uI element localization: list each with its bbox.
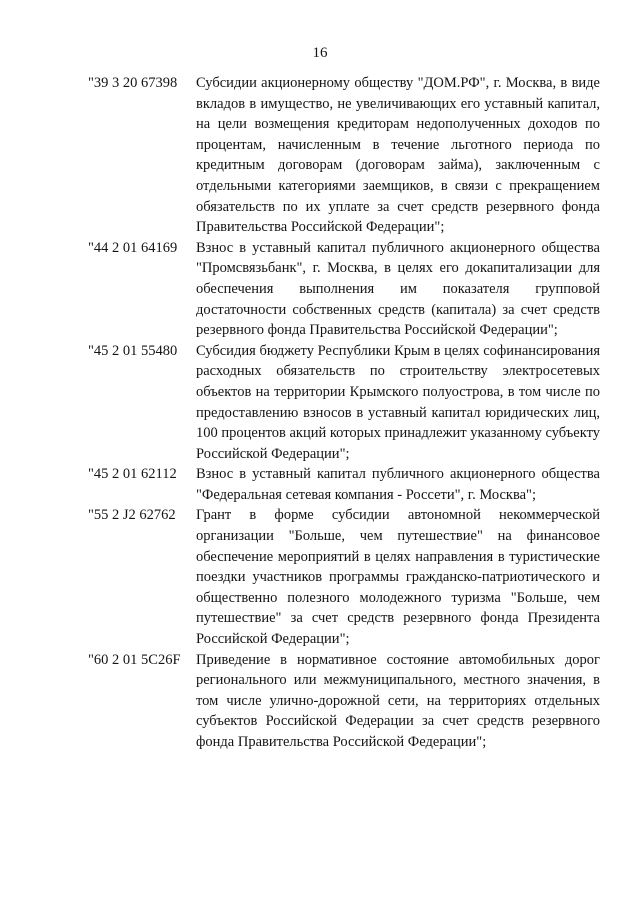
budget-entry — [88, 505, 608, 649]
budget-entry — [88, 341, 608, 465]
budget-code: "39 3 20 67398 — [88, 75, 178, 91]
budget-entries-list — [88, 73, 608, 753]
budget-code: "45 2 01 62112 — [88, 466, 177, 483]
budget-code: "45 2 01 55480 — [88, 342, 178, 359]
budget-description: Взнос в уставный капитал публичного акционерного общества "Федеральная сетевая компания - Россети", г. Москва"; — [196, 466, 600, 503]
budget-description: Приведение в нормативное состояние автомобильных дорог регионального или межмуниципального, местного значения, в том числе улично-дорожной сети, на территориях отдельных субъектов Российской Федерации за счет средств резервного фонда Правительства Российской Федерации"; — [196, 651, 600, 750]
budget-entry — [88, 73, 608, 238]
budget-code: "44 2 01 64169 — [88, 239, 178, 256]
budget-description: Субсидии акционерному обществу "ДОМ.РФ", г. Москва, в виде вкладов в имущество, не увеличивающих его уставный капитал, на цели возмещения кредиторам недополученных доходов по процентам, начисленным в течение льготного периода по кредитным договорам (договорам займа), заключенным с отдельными категориями заемщиков, в связи с прекращением обязательств по их уплате за счет средств резервного фонда Правительства Российской Федерации"; — [196, 75, 600, 236]
budget-entry — [88, 464, 608, 505]
budget-description: Взнос в уставный капитал публичного акционерного общества "Промсвязьбанк", г. Москва, в целях его докапитализации для обеспечения выполнения им показателя групповой достаточности собственных средств (капитала) за счет средств резервного фонда Правительства Российской Федерации"; — [196, 239, 600, 339]
budget-code: "60 2 01 5C26F — [88, 651, 181, 668]
budget-entry — [88, 650, 608, 753]
budget-description: Субсидия бюджету Республики Крым в целях софинансирования расходных обязательств по строительству электросетевых объектов на территории Крымского полуострова, в том числе по предоставлению взносов в уставный капитал юридических лиц, 100 процентов акций которых принадлежит указанному субъекту Российской Федерации"; — [196, 342, 600, 462]
budget-description: Грант в форме субсидии автономной некоммерческой организации "Больше, чем путешествие" на финансовое обеспечение мероприятий в целях направления в туристические поездки участников программы гражданско-патриотического и общественно полезного молодежного туризма "Больше, чем путешествие" за счет средств резервного фонда Президента Российской Федерации"; — [196, 507, 600, 648]
page-number: 16 — [312, 45, 328, 61]
budget-entry — [88, 238, 608, 341]
budget-code: "55 2 J2 62762 — [88, 507, 176, 524]
